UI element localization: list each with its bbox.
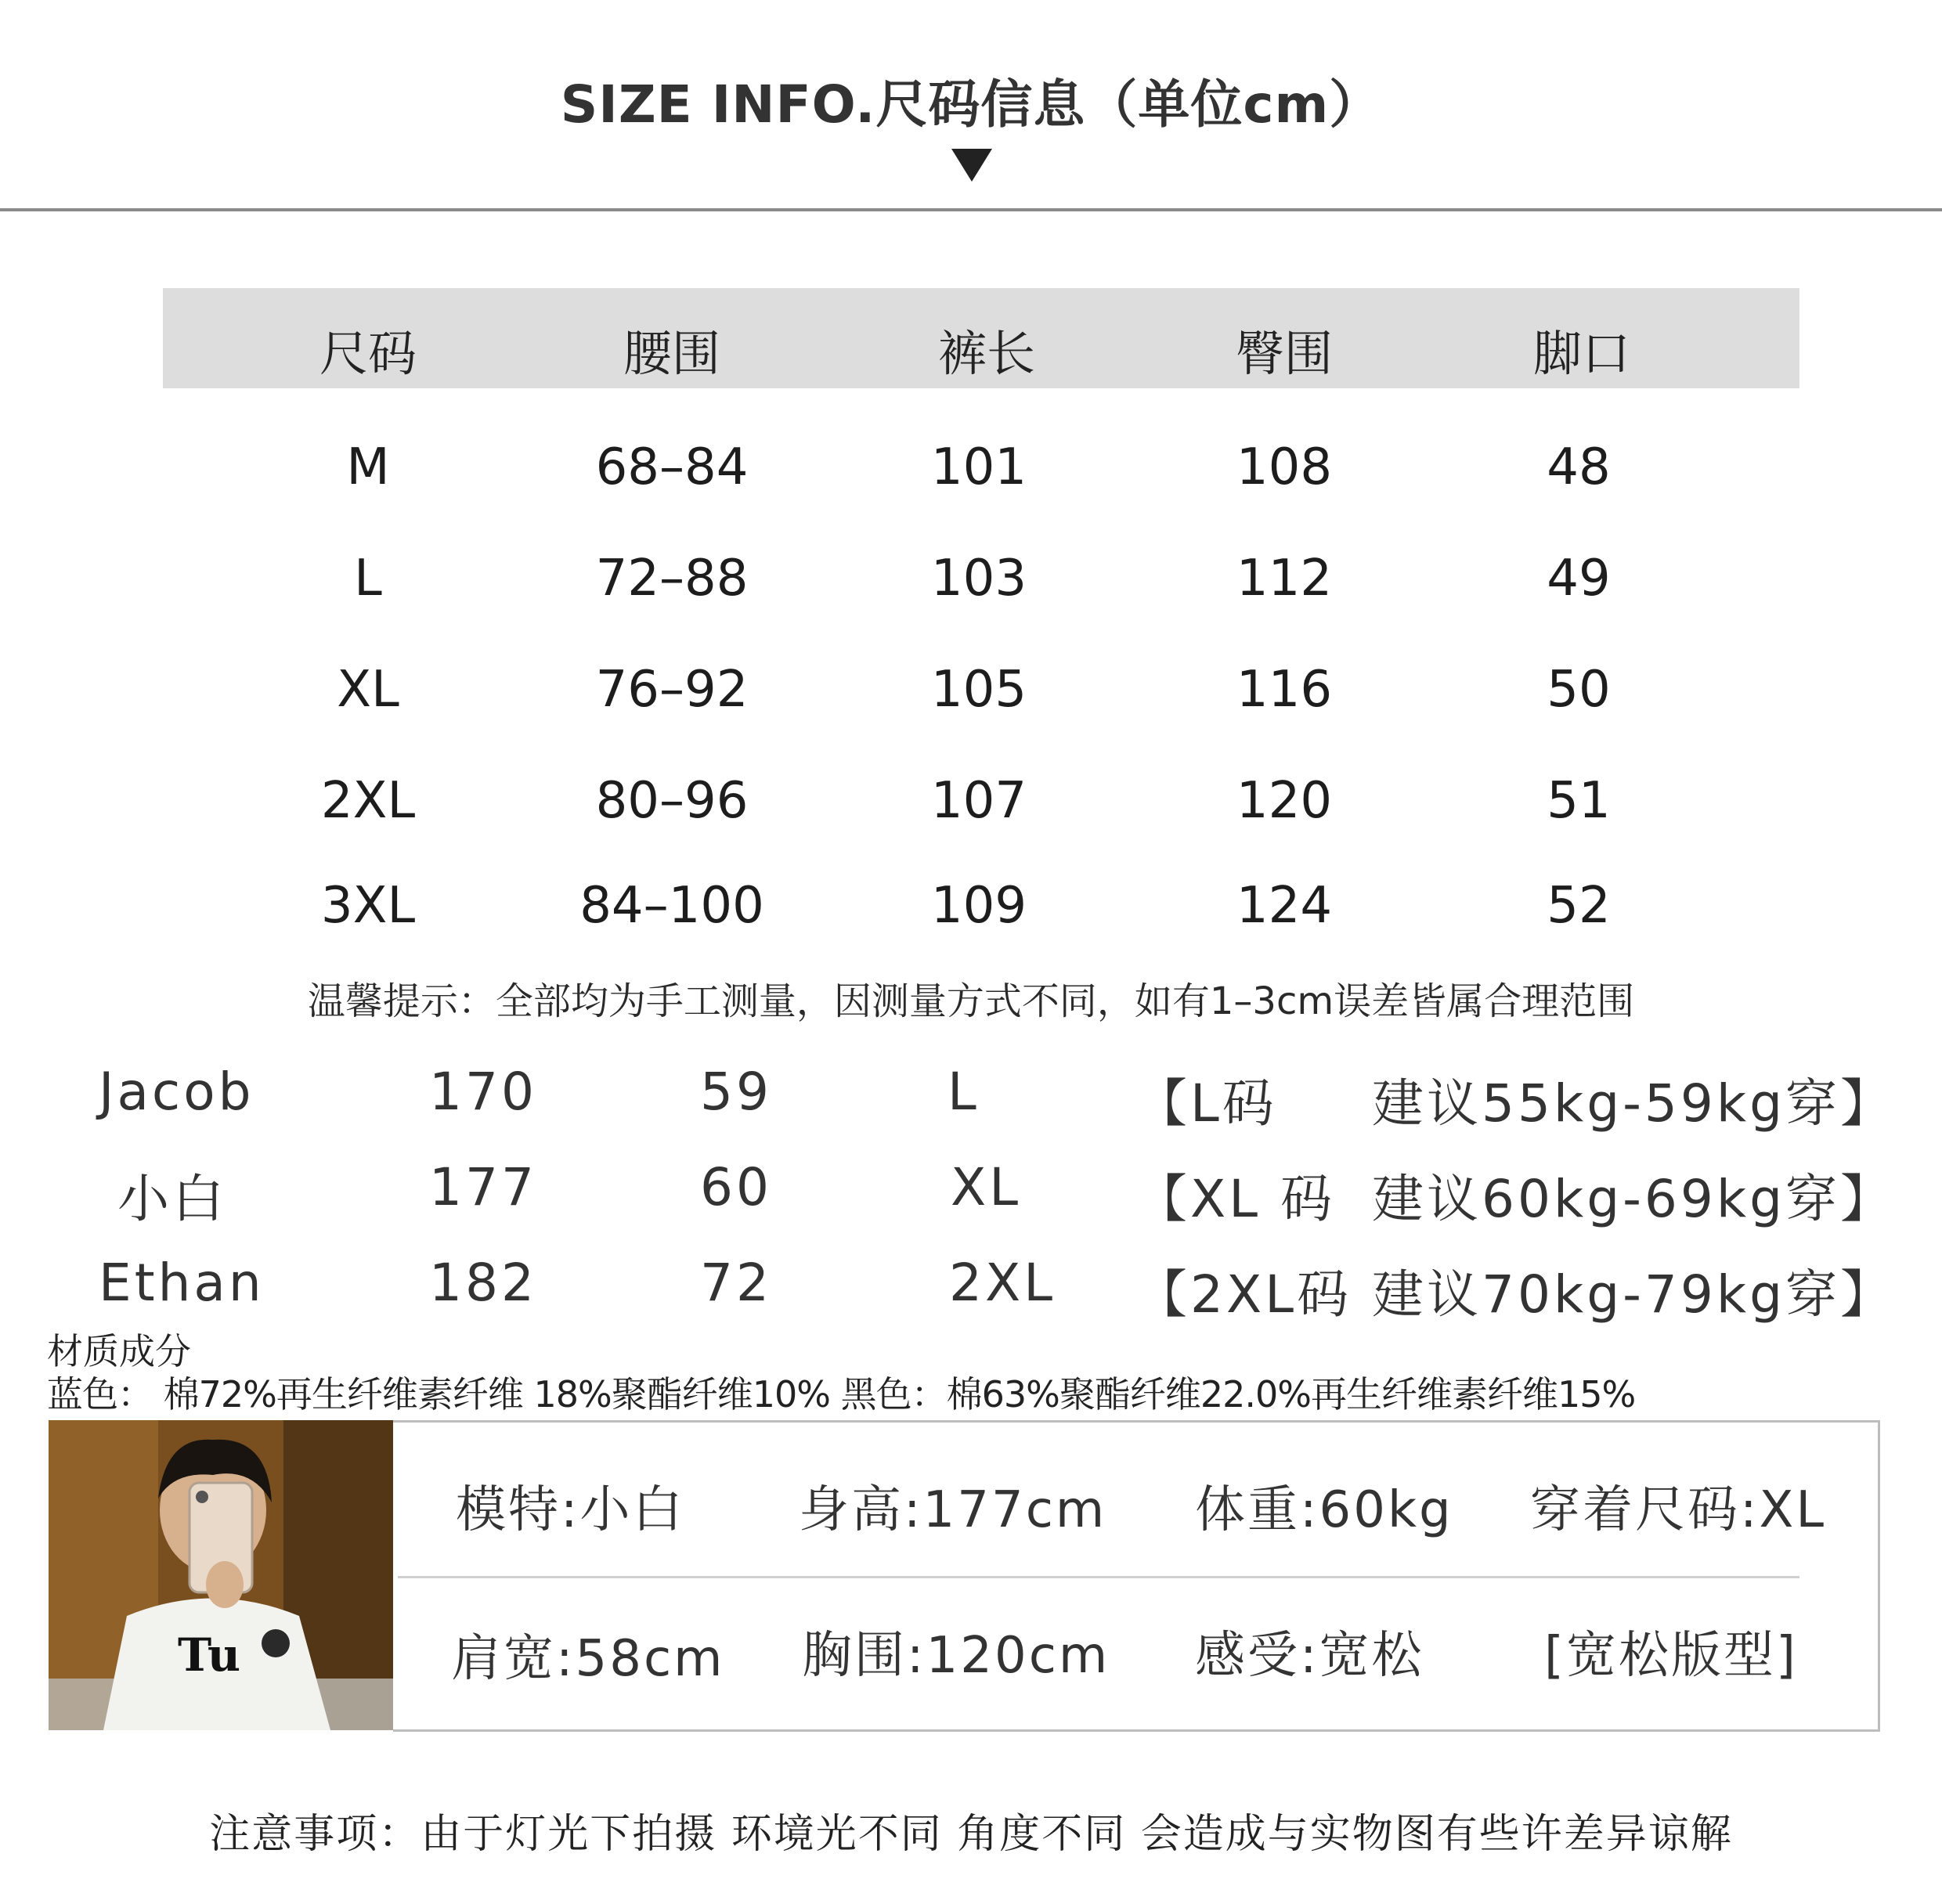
table-row bbox=[0, 772, 1942, 850]
notice: 注意事项：由于灯光下拍摄 环境光不同 角度不同 会造成与实物图有些许差异谅解 bbox=[209, 1811, 1733, 1858]
model-advice: 建议55kg-59kg穿】 bbox=[1372, 1073, 1896, 1134]
model-name: 小白 bbox=[117, 1169, 227, 1229]
model-row bbox=[0, 1062, 1942, 1132]
divider bbox=[0, 208, 1942, 211]
model-size: 2XL bbox=[949, 1253, 1056, 1313]
cell-waist: 72–88 bbox=[595, 550, 749, 608]
info-height: 身高:177cm bbox=[799, 1481, 1107, 1539]
cell-size: XL bbox=[337, 661, 399, 719]
svg-text:Tu: Tu bbox=[178, 1628, 241, 1682]
cell-length: 105 bbox=[930, 661, 1027, 719]
cell-size: L bbox=[354, 550, 382, 608]
cell-length: 101 bbox=[930, 438, 1027, 496]
model-code: 【L码 bbox=[1135, 1073, 1277, 1134]
cell-hip: 112 bbox=[1236, 550, 1333, 608]
cell-waist: 76–92 bbox=[595, 661, 749, 719]
model-name: Jacob bbox=[99, 1062, 254, 1122]
model-weight: 72 bbox=[700, 1253, 772, 1313]
info-shoulder: 肩宽:58cm bbox=[451, 1630, 725, 1688]
cell-hip: 120 bbox=[1236, 772, 1333, 830]
model-name: Ethan bbox=[99, 1253, 265, 1313]
info-feel: 感受:宽松 bbox=[1195, 1627, 1424, 1685]
cell-size: 2XL bbox=[320, 772, 416, 830]
size-table-header bbox=[163, 288, 1799, 388]
material-title: 材质成分 bbox=[47, 1330, 191, 1372]
model-info-card bbox=[393, 1420, 1880, 1732]
header-leg-opening: 脚口 bbox=[1532, 325, 1630, 382]
table-row bbox=[0, 438, 1942, 517]
info-model: 模特:小白 bbox=[456, 1481, 685, 1539]
model-photo-icon bbox=[49, 1420, 393, 1730]
table-row bbox=[0, 550, 1942, 628]
model-row bbox=[0, 1157, 1942, 1228]
cell-leg-opening: 48 bbox=[1547, 438, 1611, 496]
cell-hip: 108 bbox=[1236, 438, 1333, 496]
header-size: 尺码 bbox=[319, 325, 417, 382]
model-code: 【2XL码 bbox=[1135, 1264, 1352, 1325]
model-advice: 建议70kg-79kg穿】 bbox=[1372, 1264, 1896, 1325]
cell-length: 109 bbox=[930, 877, 1027, 935]
model-size: XL bbox=[951, 1157, 1021, 1217]
measurement-tip: 温馨提示：全部均为手工测量，因测量方式不同，如有1–3cm误差皆属合理范围 bbox=[307, 979, 1635, 1023]
down-arrow-icon bbox=[951, 149, 992, 182]
table-row bbox=[0, 661, 1942, 739]
model-height: 182 bbox=[429, 1253, 537, 1313]
cell-leg-opening: 50 bbox=[1547, 661, 1611, 719]
divider bbox=[398, 1576, 1799, 1578]
cell-waist: 84–100 bbox=[579, 877, 764, 935]
header-waist: 腰围 bbox=[623, 325, 720, 382]
table-row bbox=[0, 877, 1942, 955]
cell-waist: 68–84 bbox=[595, 438, 749, 496]
model-row bbox=[0, 1253, 1942, 1323]
info-chest: 胸围:120cm bbox=[802, 1627, 1110, 1685]
info-fit: [宽松版型] bbox=[1544, 1627, 1798, 1685]
cell-size: M bbox=[346, 438, 390, 496]
model-advice: 建议60kg-69kg穿】 bbox=[1372, 1169, 1896, 1229]
cell-length: 107 bbox=[930, 772, 1027, 830]
model-height: 177 bbox=[429, 1157, 537, 1217]
header-hip: 臀围 bbox=[1235, 325, 1333, 382]
cell-waist: 80–96 bbox=[595, 772, 749, 830]
model-photo bbox=[49, 1420, 393, 1730]
model-height: 170 bbox=[429, 1062, 537, 1122]
cell-leg-opening: 52 bbox=[1547, 877, 1611, 935]
cell-hip: 116 bbox=[1236, 661, 1333, 719]
model-size: L bbox=[948, 1062, 980, 1122]
material-composition: 蓝色： 棉72%再生纤维素纤维 18%聚酯纤维10% 黑色：棉63%聚酯纤维22.0%再生纤维素纤维15% bbox=[47, 1373, 1636, 1415]
cell-leg-opening: 51 bbox=[1547, 772, 1611, 830]
cell-leg-opening: 49 bbox=[1547, 550, 1611, 608]
page-title: SIZE INFO.尺码信息（单位cm） bbox=[560, 74, 1382, 135]
model-weight: 59 bbox=[700, 1062, 772, 1122]
model-weight: 60 bbox=[700, 1157, 772, 1217]
cell-length: 103 bbox=[930, 550, 1027, 608]
model-code: 【XL 码 bbox=[1135, 1169, 1335, 1229]
cell-hip: 124 bbox=[1236, 877, 1333, 935]
header-length: 裤长 bbox=[937, 325, 1035, 382]
info-worn-size: 穿着尺码:XL bbox=[1530, 1481, 1827, 1539]
info-weight: 体重:60kg bbox=[1195, 1481, 1453, 1539]
cell-size: 3XL bbox=[320, 877, 416, 935]
